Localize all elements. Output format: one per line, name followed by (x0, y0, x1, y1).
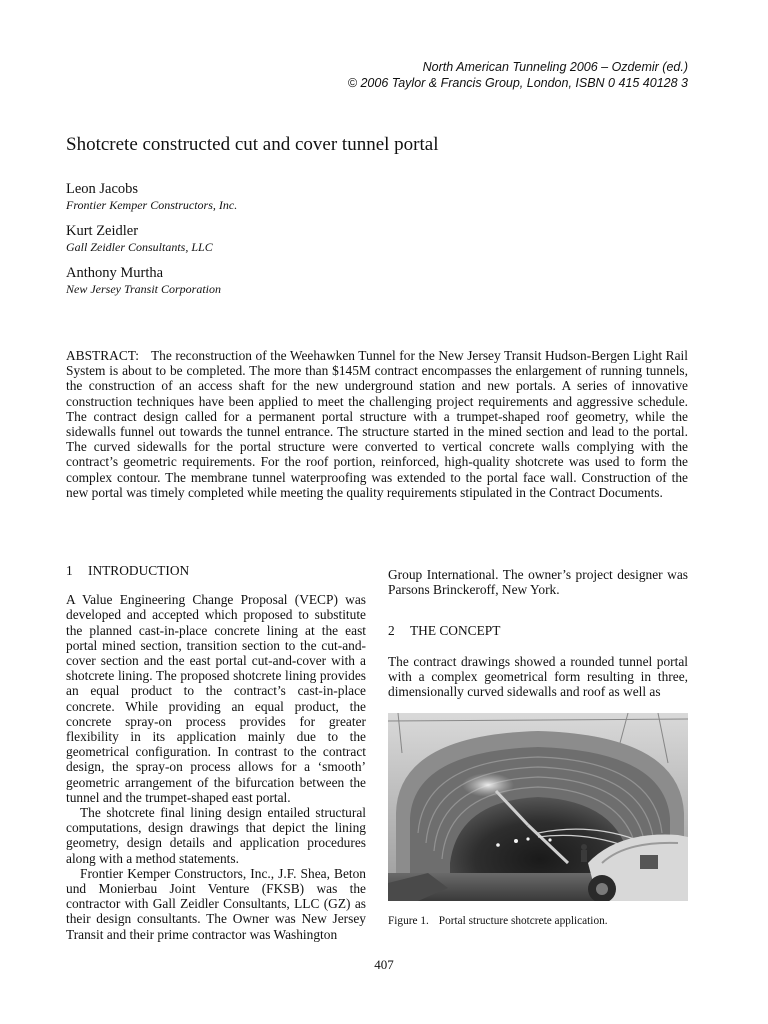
paper-title: Shotcrete constructed cut and cover tunnel portal (66, 134, 439, 155)
intro-paragraph-1: A Value Engineering Change Proposal (VECP) was developed and accepted which proposed to substitute the planned cast-in-place concrete lining at the east portal mined section, transition section to the cut-and-cover section and the east portal cut-and-cover with a shotcrete lining. The proposed shotcrete lining provides an equal product to the contract’s cast-in-place concrete. While providing an equal product, the concrete spray-on process provides for greater flexibility in its application mainly due to the geometrical configuration. In contrast to the contract design, the spray-on process allows for a ‘smooth’ geometric arrangement of the bifurcation between the tunnel and the trumpet-shaped east portal. (66, 592, 366, 805)
figure-caption (388, 915, 608, 927)
section-title: THE CONCEPT (410, 623, 501, 639)
abstract-label: ABSTRACT: (66, 348, 139, 363)
author-block-2 (66, 222, 213, 255)
author-affiliation: Gall Zeidler Consultants, LLC (66, 240, 213, 254)
author-name: Anthony Murtha (66, 265, 164, 281)
figure-caption-text: Portal structure shotcrete application. (438, 915, 608, 927)
intro-paragraph-2: The shotcrete final lining design entailed structural computations, design drawings that depict the lining geometry, design details and application procedures along with a method statements. (66, 805, 366, 866)
author-block-1 (66, 180, 237, 213)
section-number: 2 (388, 623, 395, 639)
intro-paragraph-3: Frontier Kemper Constructors, Inc., J.F. Shea, Beton und Monierbau Joint Venture (FKSB) was the contractor with Gall Zeidler Consultants, LLC (GZ) as their design consultants. The Owner was New Jersey Transit and their prime contractor was Washington (66, 865, 366, 942)
author-name: Leon Jacobs (66, 181, 139, 197)
section-heading-introduction (66, 563, 366, 578)
author-name: Kurt Zeidler (66, 223, 139, 239)
author-block-3 (66, 264, 221, 297)
left-column (66, 563, 366, 942)
author-affiliation: New Jersey Transit Corporation (66, 282, 222, 296)
concept-paragraph-1: The contract drawings showed a rounded tunnel portal with a complex geometrical form resulting in three, dimensionally curved sidewalls and roof as well as (388, 653, 688, 700)
section-heading-concept (388, 623, 688, 638)
running-head-line-1: North American Tunneling 2006 – Ozdemir (ed.) (422, 60, 688, 74)
author-affiliation: Frontier Kemper Constructors, Inc. (66, 198, 238, 212)
tunnel-photo-image (388, 713, 688, 901)
figure-tunnel-photo (388, 713, 688, 901)
abstract-text: The reconstruction of the Weehawken Tunnel for the New Jersey Transit Hudson-Bergen Light Rail System is about to be completed. The more than $145M contract encompasses the enlargement of running tunnels, the construction of an access shaft for the new underground station and new portals. A series of innovative construction techniques have been applied to meet the challenging project requirements and aggressive schedule. The contract design called for a permanent portal structure with a trumpet-shaped roof geometry, while the sidewalls funnel out towards the tunnel entrance. The structure started in the mined section and lead to the portal. The curved sidewalls for the portal structure were converted to vertical concrete walls complying with the contract’s geometric requirements. For the roof portion, reinforced, high-quality shotcrete was used to form the complex contour. The membrane tunnel waterproofing was extended to the portal face wall. Construction of the new portal was timely completed while meeting the quality requirements stipulated in the Contract Documents. (66, 348, 688, 500)
right-column (388, 567, 688, 699)
intro-paragraph-3-continued: Group International. The owner’s project designer was Parsons Brinckeroff, New York. (388, 567, 688, 598)
section-title: INTRODUCTION (88, 563, 190, 578)
figure-label: Figure 1. (388, 915, 429, 927)
page-number: 407 (374, 957, 394, 972)
section-number: 1 (66, 563, 73, 578)
abstract (66, 348, 688, 500)
running-head (188, 60, 688, 91)
running-head-line-2: © 2006 Taylor & Francis Group, London, ISBN 0 415 40128 3 (347, 75, 688, 90)
